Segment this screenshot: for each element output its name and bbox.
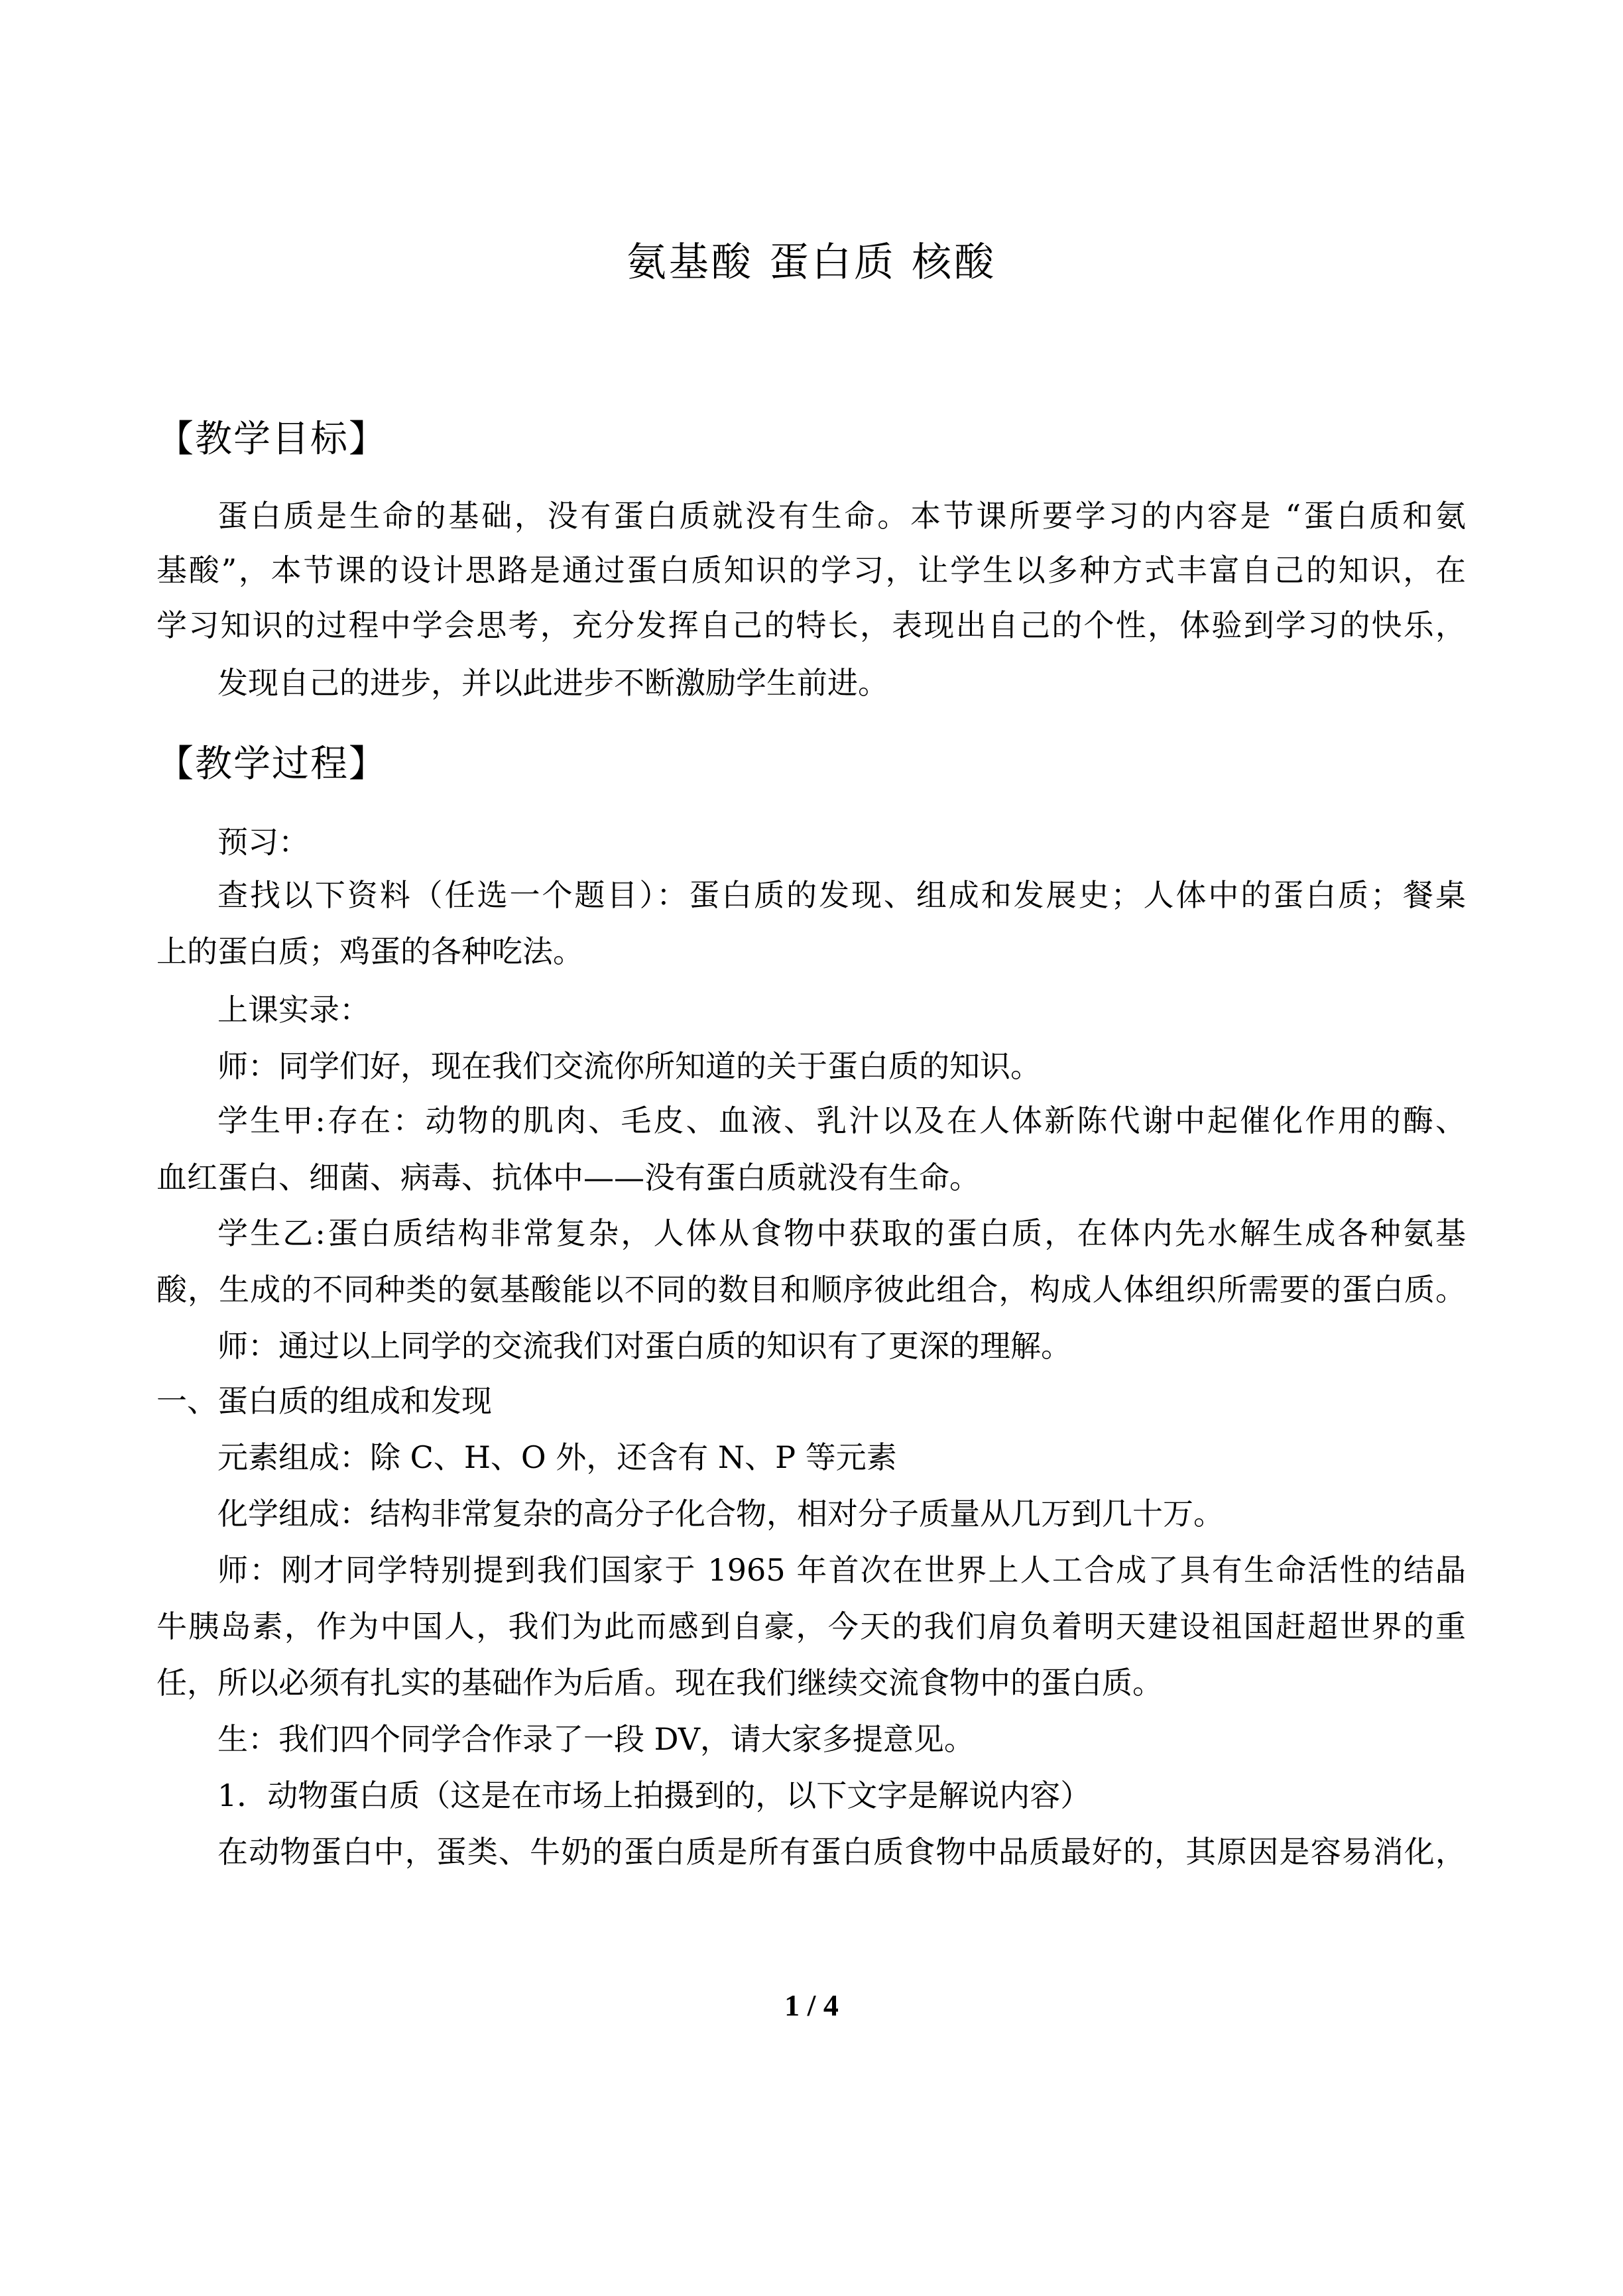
preview-label: 预习： <box>217 824 309 860</box>
dialogue-line: 师：刚才同学特别提到我们国家于 1965 年首次在世界上人工合成了具有生命活性的结晶 <box>217 1552 1466 1588</box>
dialogue-line: 牛胰岛素，作为中国人，我们为此而感到自豪，今天的我们肩负着明天建设祖国赶超世界的重 <box>156 1608 1466 1644</box>
dialogue-line: 酸，生成的不同种类的氨基酸能以不同的数目和顺序彼此组合，构成人体组织所需要的蛋白质。 <box>156 1272 1466 1307</box>
section-heading-process: 【教学过程】 <box>156 743 387 786</box>
paragraph-line: 在动物蛋白中，蛋类、牛奶的蛋白质是所有蛋白质食物中品质最好的，其原因是容易消化， <box>217 1834 1466 1870</box>
dialogue-line: 生：我们四个同学合作录了一段 DV，请大家多提意见。 <box>217 1721 975 1757</box>
dialogue-line: 师：通过以上同学的交流我们对蛋白质的知识有了更深的理解。 <box>217 1328 1071 1364</box>
paragraph-line: 元素组成：除 C、H、O 外，还含有 N、P 等元素 <box>217 1439 897 1475</box>
paragraph-line: 基酸”，本节课的设计思路是通过蛋白质知识的学习，让学生以多种方式丰富自己的知识，在 <box>156 552 1466 588</box>
record-label: 上课实录： <box>217 992 370 1028</box>
section-heading-objectives: 【教学目标】 <box>156 418 387 461</box>
dialogue-line: 学生乙:蛋白质结构非常复杂，人体从食物中获取的蛋白质，在体内先水解生成各种氨基 <box>217 1215 1466 1251</box>
subsection-heading: 一、蛋白质的组成和发现 <box>156 1383 492 1419</box>
paragraph-line: 上的蛋白质；鸡蛋的各种吃法。 <box>156 934 583 969</box>
paragraph-line: 学习知识的过程中学会思考，充分发挥自己的特长，表现出自己的个性，体验到学习的快乐， <box>156 607 1466 643</box>
paragraph-line: 查找以下资料（任选一个题目）：蛋白质的发现、组成和发展史；人体中的蛋白质；餐桌 <box>217 877 1466 913</box>
page-title: 氨基酸 蛋白质 核酸 <box>626 239 997 286</box>
paragraph-line: 发现自己的进步，并以此进步不断激励学生前进。 <box>217 665 888 701</box>
list-item: 1．动物蛋白质（这是在市场上拍摄到的，以下文字是解说内容） <box>217 1778 1091 1813</box>
dialogue-line: 学生甲:存在：动物的肌肉、毛皮、血液、乳汁以及在人体新陈代谢中起催化作用的酶、 <box>217 1103 1466 1138</box>
dialogue-line: 师：同学们好，现在我们交流你所知道的关于蛋白质的知识。 <box>217 1048 1041 1084</box>
dialogue-line: 任，所以必须有扎实的基础作为后盾。现在我们继续交流食物中的蛋白质。 <box>156 1665 1163 1701</box>
paragraph-line: 蛋白质是生命的基础，没有蛋白质就没有生命。本节课所要学习的内容是 “蛋白质和氨 <box>217 498 1466 534</box>
page-number: 1 / 4 <box>784 1988 839 2022</box>
dialogue-line: 血红蛋白、细菌、病毒、抗体中——没有蛋白质就没有生命。 <box>156 1160 980 1195</box>
paragraph-line: 化学组成：结构非常复杂的高分子化合物，相对分子质量从几万到几十万。 <box>217 1496 1224 1532</box>
